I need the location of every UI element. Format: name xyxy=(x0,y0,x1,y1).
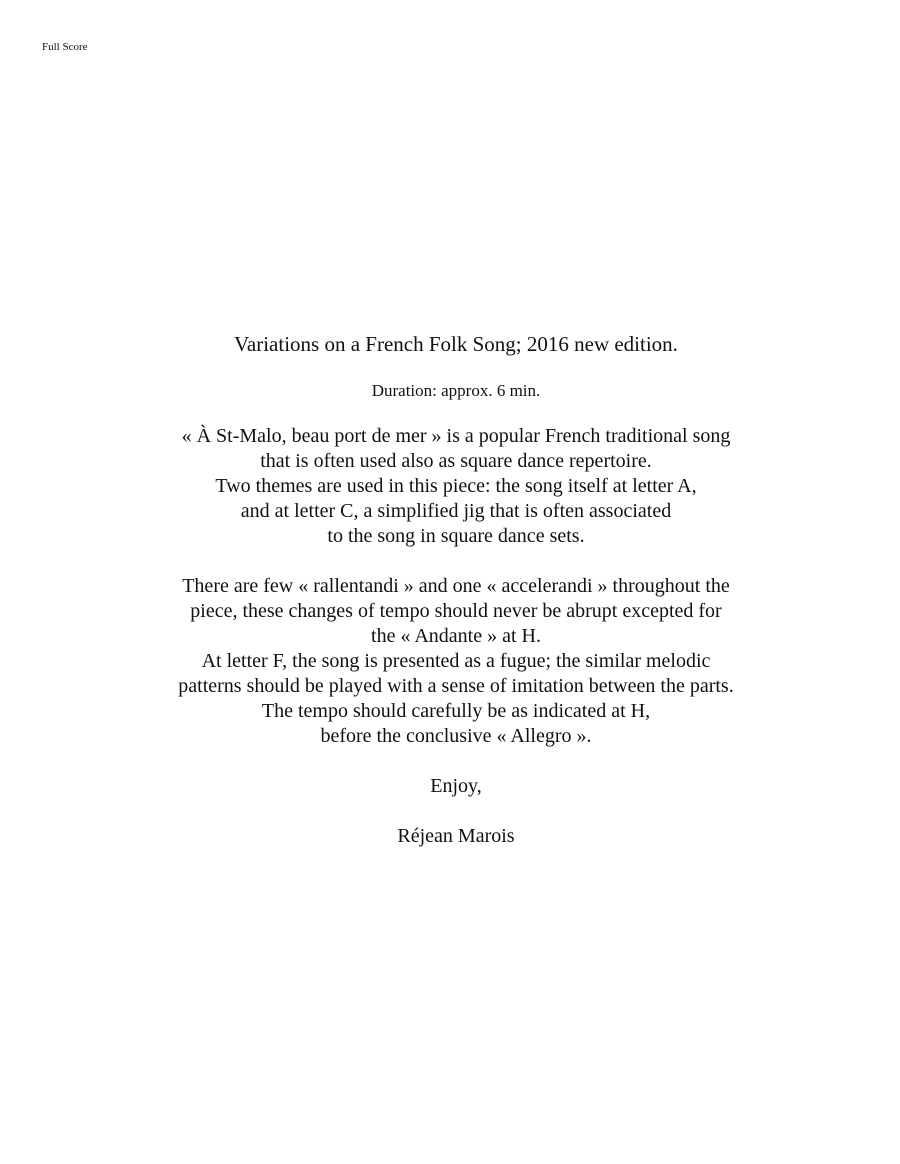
paragraph-line: The tempo should carefully be as indicated at H, xyxy=(261,700,651,722)
paragraph-line: and at letter C, a simplified jig that is often associated xyxy=(240,500,672,522)
paragraph-line: piece, these changes of tempo should never be abrupt excepted for xyxy=(190,600,722,622)
closing-line: Enjoy, xyxy=(430,775,482,797)
paragraph-line: « À St-Malo, beau port de mer » is a popular French traditional song xyxy=(181,425,731,447)
paragraph-line: to the song in square dance sets. xyxy=(327,525,585,547)
paragraph-line: before the conclusive « Allegro ». xyxy=(320,725,592,747)
paragraph-intro xyxy=(6,424,900,549)
paragraph-line: At letter F, the song is presented as a fugue; the similar melodic xyxy=(201,650,711,672)
signature: Réjean Marois xyxy=(397,825,515,847)
paragraph-line: the « Andante » at H. xyxy=(371,625,541,647)
page-title: Variations on a French Folk Song; 2016 new edition. xyxy=(234,332,678,356)
program-note xyxy=(6,330,900,849)
paragraph-line: Two themes are used in this piece: the song itself at letter A, xyxy=(215,475,697,497)
paragraph-line: There are few « rallentandi » and one « accelerandi » throughout the xyxy=(182,575,730,597)
duration-note: Duration: approx. 6 min. xyxy=(371,381,541,400)
header-label: Full Score xyxy=(42,41,88,53)
paragraph-line: patterns should be played with a sense of imitation between the parts. xyxy=(178,675,734,697)
paragraph-line: that is often used also as square dance repertoire. xyxy=(260,450,652,472)
paragraph-performance xyxy=(6,574,900,749)
